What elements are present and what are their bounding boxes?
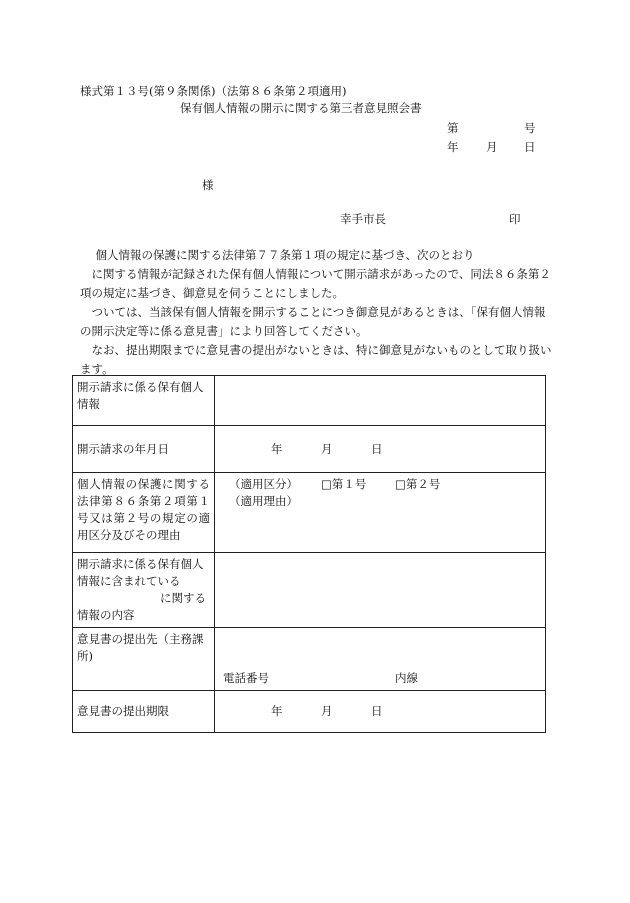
third-party-info-label-line-1: 開示請求に係る保有個人情報に含まれている <box>77 557 204 588</box>
request-date-year: 年 <box>271 441 283 456</box>
body-paragraph-1-line-2: に関する情報が記録された保有個人情報について開示請求があったので、同法８６条第２項の規定に基づき、御意見を伺うことにしました。 <box>80 267 551 300</box>
submission-deadline-field[interactable] <box>215 691 546 733</box>
request-date-field[interactable] <box>215 426 546 473</box>
table-row <box>73 553 546 628</box>
request-date-label: 開示請求の年月日 <box>73 426 215 473</box>
issue-date-month: 月 <box>486 140 498 154</box>
table-row <box>73 691 546 733</box>
requested-info-label: 開示請求に係る保有個人情報 <box>73 376 215 426</box>
third-party-info-label <box>73 553 215 628</box>
document-number-prefix: 第 <box>447 121 459 135</box>
inquiry-form-table <box>72 375 546 733</box>
request-date-day: 日 <box>371 441 383 456</box>
deadline-month: 月 <box>321 704 333 718</box>
third-party-info-field[interactable] <box>215 553 546 628</box>
document-title: 保有個人情報の開示に関する第三者意見照会書 <box>180 101 422 115</box>
body-paragraph-3: なお、提出期限までに意見書の提出がないときは、特に御意見がないものとして取り扱います。 <box>80 343 552 376</box>
submission-office-field[interactable] <box>215 628 546 691</box>
deadline-year: 年 <box>271 704 283 718</box>
option-second-checkbox[interactable]: □第２号 <box>395 477 441 491</box>
requested-info-field[interactable] <box>215 376 546 426</box>
reason-heading: （適用理由） <box>229 494 298 508</box>
phone-number-label: 電話番号 <box>223 671 269 685</box>
extension-label: 内線 <box>395 671 418 685</box>
deadline-day: 日 <box>371 704 383 718</box>
issue-date-year: 年 <box>447 140 459 154</box>
addressee-suffix: 様 <box>202 178 214 192</box>
request-date-month: 月 <box>321 441 333 456</box>
third-party-info-label-line-2: に関する <box>160 591 206 605</box>
table-row <box>73 426 546 473</box>
table-row <box>73 628 546 691</box>
body-paragraph-2: ついては、当該保有個人情報を開示することにつき御意見があるときは、「保有個人情報の開示決定等に係る意見書」により回答してください。 <box>80 305 546 338</box>
applicable-category-field <box>215 473 546 553</box>
table-row <box>73 376 546 426</box>
issue-date-day: 日 <box>524 140 536 154</box>
document-number-suffix: 号 <box>524 121 536 135</box>
body-text <box>80 246 554 379</box>
category-heading: （適用区分） <box>229 477 298 491</box>
seal-mark: 印 <box>509 212 521 226</box>
body-paragraph-1-line-1: 個人情報の保護に関する法律第７７条第１項の規定に基づき、次のとおり <box>95 248 475 262</box>
form-number: 様式第１３号(第９条関係)（法第８６条第２項適用) <box>80 84 347 98</box>
sender-name: 幸手市長 <box>340 212 386 226</box>
third-party-info-label-line-3: 情報の内容 <box>77 608 135 622</box>
applicable-category-label: 個人情報の保護に関する法律第８６条第２項第１号又は第２号の規定の適用区分及びその理由 <box>73 473 215 553</box>
submission-deadline-label: 意見書の提出期限 <box>73 691 215 733</box>
table-row <box>73 473 546 553</box>
option-first-checkbox[interactable]: □第１号 <box>321 477 367 491</box>
submission-office-label: 意見書の提出先（主務課所) <box>73 628 215 691</box>
